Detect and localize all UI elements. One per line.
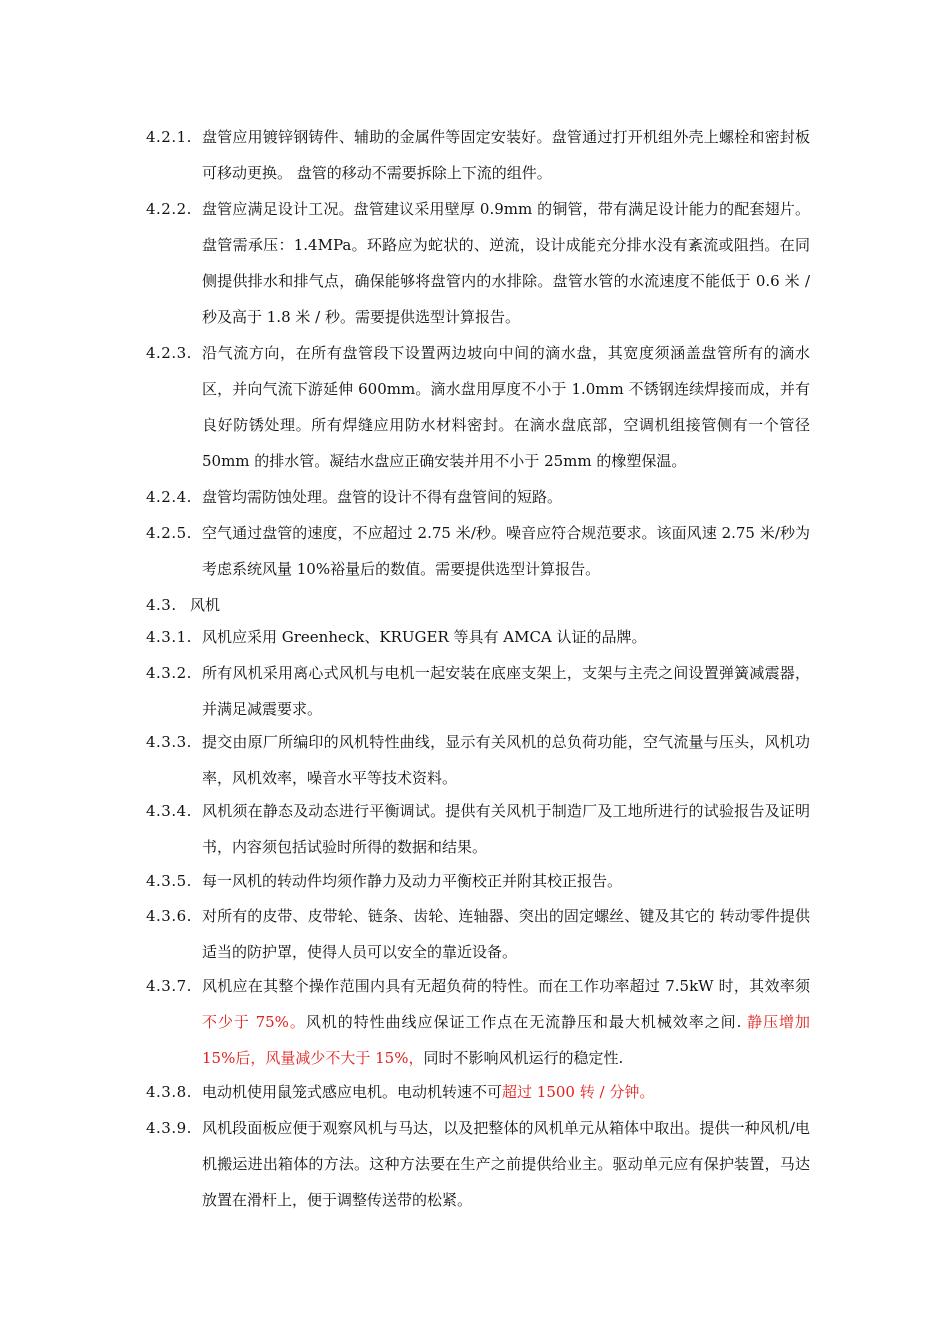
clause-4-3-2 <box>146 655 810 727</box>
clause-text: 沿气流方向，在所有盘管段下设置两边坡向中间的滴水盘，其宽度须涵盖盘管所有的滴水区，并向气流下游延伸 600mm。滴水盘用厚度不小于 1.0mm 不锈钢连续焊接而成，并有良好防锈处理。所有焊缝应用防水材料密封。在滴水盘底部，空调机组接管侧有一个管径 50mm 的排水管。凝结水盘应正确安装并用不小于 25mm 的橡塑保温。 <box>202 344 810 470</box>
clause-text: 风机须在静态及动态进行平衡调试。提供有关风机于制造厂及工地所进行的试验报告及证明书，内容须包括试验时所得的数据和结果。 <box>202 802 810 856</box>
highlighted-requirement: 静压增加 15%后，风量减少不大于 15%， <box>202 1013 810 1067</box>
clause-4-3-3 <box>146 724 810 796</box>
clause-number: 4.2.2. <box>146 200 192 218</box>
clause-text-part: 风机的特性曲线应保证工作点在无流静压和最大机械效率之间. <box>305 1013 748 1031</box>
clause-4-3-5 <box>146 863 810 899</box>
clause-number: 4.3.1. <box>146 628 192 646</box>
highlighted-requirement: 超过 1500 转 / 分钟。 <box>502 1083 655 1101</box>
clause-4-3-6 <box>146 898 810 970</box>
clause-text: 风机段面板应便于观察风机与马达，以及把整体的风机单元从箱体中取出。提供一种风机/电机搬运进出箱体的方法。这种方法要在生产之前提供给业主。驱动单元应有保护装置，马达放置在滑杆上，便于调整传送带的松紧。 <box>202 1119 810 1209</box>
section-number: 4.3. <box>146 596 177 614</box>
clause-number: 4.3.2. <box>146 664 192 682</box>
clause-text: 提交由原厂所编印的风机特性曲线，显示有关风机的总负荷功能，空气流量与压头，风机功率，风机效率，噪音水平等技术资料。 <box>202 733 810 787</box>
clause-4-3-4 <box>146 793 810 865</box>
clause-4-2-3 <box>146 335 810 479</box>
clause-text: 对所有的皮带、皮带轮、链条、齿轮、连轴器、突出的固定螺丝、键及其它的 转动零件提供适当的防护罩，使得人员可以安全的靠近设备。 <box>202 907 810 961</box>
clause-number: 4.3.6. <box>146 907 192 925</box>
clause-4-2-2 <box>146 191 810 335</box>
clause-number: 4.2.5. <box>146 524 192 542</box>
clause-number: 4.2.1. <box>146 128 192 146</box>
section-title: 风机 <box>190 596 221 614</box>
clause-4-3-9 <box>146 1110 810 1218</box>
clause-number: 4.3.5. <box>146 872 192 890</box>
clause-number: 4.3.3. <box>146 733 192 751</box>
clause-4-3-8 <box>146 1074 810 1110</box>
clause-number: 4.3.4. <box>146 802 192 820</box>
clause-text: 所有风机采用离心式风机与电机一起安装在底座支架上，支架与主壳之间设置弹簧减震器，并满足减震要求。 <box>202 664 810 718</box>
clause-number: 4.2.3. <box>146 344 192 362</box>
highlighted-requirement: 不少于 75%。 <box>202 1013 306 1031</box>
clause-text <box>202 968 810 1076</box>
clause-4-3-7 <box>146 968 810 1076</box>
clause-text: 风机应采用 Greenheck、KRUGER 等具有 AMCA 认证的品牌。 <box>202 628 647 646</box>
clause-text-part: 风机应在其整个操作范围内具有无超负荷的特性。而在工作功率超过 7.5kW 时，其效率须 <box>202 977 810 995</box>
clause-4-2-5 <box>146 515 810 587</box>
clause-number: 4.3.7. <box>146 977 192 995</box>
clause-text-part: 同时不影响风机运行的稳定性. <box>423 1049 624 1067</box>
clause-text: 盘管均需防蚀处理。盘管的设计不得有盘管间的短路。 <box>202 488 563 506</box>
clause-number: 4.2.4. <box>146 488 192 506</box>
clause-text: 盘管应用镀锌钢铸件、辅助的金属件等固定安装好。盘管通过打开机组外壳上螺栓和密封板可移动更换。 盘管的移动不需要拆除上下流的组件。 <box>202 128 810 182</box>
clause-text: 每一风机的转动件均须作静力及动力平衡校正并附其校正报告。 <box>202 872 623 890</box>
clause-number: 4.3.9. <box>146 1119 192 1137</box>
clause-text-part: 电动机使用鼠笼式感应电机。电动机转速不可 <box>202 1083 503 1101</box>
clause-4-3-1 <box>146 619 810 655</box>
clause-text: 空气通过盘管的速度，不应超过 2.75 米/秒。噪音应符合规范要求。该面风速 2.75 米/秒为考虑系统风量 10%裕量后的数值。需要提供选型计算报告。 <box>202 524 810 578</box>
clause-text <box>202 1074 810 1110</box>
clause-text: 盘管应满足设计工况。盘管建议采用壁厚 0.9mm 的铜管，带有满足设计能力的配套翅片。盘管需承压：1.4MPa。环路应为蛇状的、逆流，设计成能充分排水没有紊流或阻挡。在同侧提供排水和排气点，确保能够将盘管内的水排除。盘管水管的水流速度不能低于 0.6 米 / 秒及高于 1.8 米 / 秒。需要提供选型计算报告。 <box>202 200 810 326</box>
clause-number: 4.3.8. <box>146 1083 192 1101</box>
clause-4-2-1 <box>146 119 810 191</box>
clause-4-2-4 <box>146 479 810 515</box>
section-4-3 <box>146 587 810 623</box>
